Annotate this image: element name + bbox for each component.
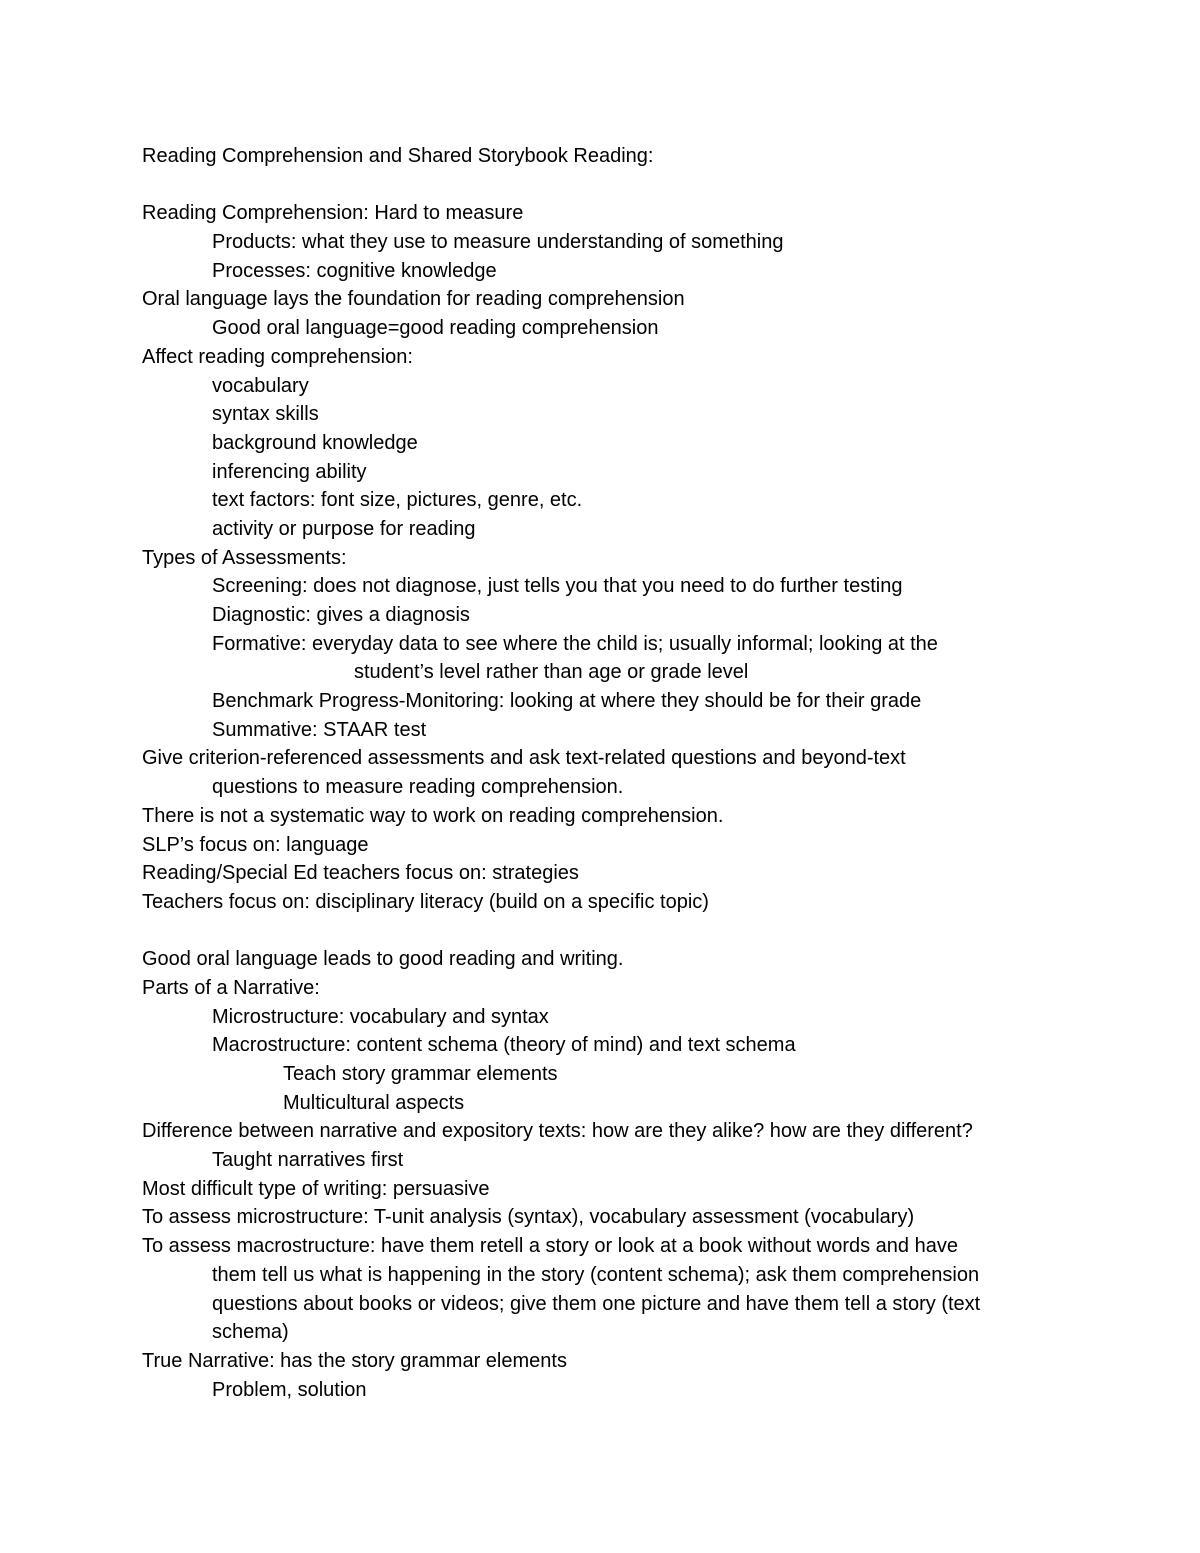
list-item: syntax skills	[212, 403, 319, 426]
list-item: Formative: everyday data to see where the child is; usually informal; looking at the	[212, 632, 938, 655]
sub-list-item: Teach story grammar elements	[283, 1063, 558, 1085]
text-line: Products: what they use to measure understanding of something	[212, 231, 784, 254]
text-line-continuation: them tell us what is happening in the story (content schema); ask them comprehension	[212, 1263, 980, 1286]
text-line: Reading/Special Ed teachers focus on: strategies	[142, 862, 579, 885]
document-body	[142, 142, 1102, 1404]
text-line: Difference between narrative and expository texts: how are they alike? how are they different?	[142, 1120, 973, 1143]
text-line: True Narrative: has the story grammar elements	[142, 1349, 567, 1372]
text-line: To assess microstructure: T-unit analysis (syntax), vocabulary assessment (vocabulary)	[142, 1206, 915, 1229]
list-item: activity or purpose for reading	[212, 517, 476, 540]
text-line: SLP’s focus on: language	[142, 833, 369, 856]
text-line: Teachers focus on: disciplinary literacy (build on a specific topic)	[142, 890, 709, 913]
text-line: Oral language lays the foundation for reading comprehension	[142, 288, 685, 311]
document-title: Reading Comprehension and Shared Storybook Reading:	[142, 145, 654, 167]
text-line: Give criterion-referenced assessments and ask text-related questions and beyond-text	[142, 747, 906, 770]
text-line: There is not a systematic way to work on reading comprehension.	[142, 804, 724, 827]
list-item: Screening: does not diagnose, just tells you that you need to do further testing	[212, 575, 903, 598]
list-item: inferencing ability	[212, 460, 367, 483]
list-item: Problem, solution	[212, 1378, 367, 1401]
list-item: Summative: STAAR test	[212, 718, 427, 741]
list-item: Macrostructure: content schema (theory of mind) and text schema	[212, 1034, 796, 1057]
list-item: Taught narratives first	[212, 1149, 404, 1172]
list-item: Diagnostic: gives a diagnosis	[212, 604, 470, 626]
text-line: Most difficult type of writing: persuasive	[142, 1177, 490, 1200]
blank-line	[142, 917, 1102, 946]
text-line: Types of Assessments:	[142, 546, 347, 569]
text-line: Affect reading comprehension:	[142, 345, 413, 368]
text-line-continuation: questions about books or videos; give them one picture and have them tell a story (text	[212, 1292, 981, 1315]
list-item: Microstructure: vocabulary and syntax	[212, 1005, 549, 1028]
list-item: Benchmark Progress-Monitoring: looking at where they should be for their grade	[212, 690, 922, 713]
text-line: To assess macrostructure: have them retell a story or look at a book without words and have	[142, 1235, 958, 1258]
blank-line	[142, 171, 1102, 200]
list-item: text factors: font size, pictures, genre, etc.	[212, 489, 583, 512]
list-item: background knowledge	[212, 431, 418, 454]
text-line: Processes: cognitive knowledge	[212, 259, 497, 282]
list-item-continuation: student’s level rather than age or grade level	[354, 661, 749, 684]
text-line: Parts of a Narrative:	[142, 976, 320, 999]
text-line: Good oral language leads to good reading and writing.	[142, 948, 624, 971]
text-line: Reading Comprehension: Hard to measure	[142, 202, 524, 225]
sub-list-item: Multicultural aspects	[283, 1091, 465, 1114]
text-line-continuation: schema)	[212, 1321, 289, 1344]
text-line: Good oral language=good reading comprehension	[212, 317, 659, 340]
text-line-continuation: questions to measure reading comprehension.	[212, 776, 624, 799]
list-item: vocabulary	[212, 374, 309, 397]
